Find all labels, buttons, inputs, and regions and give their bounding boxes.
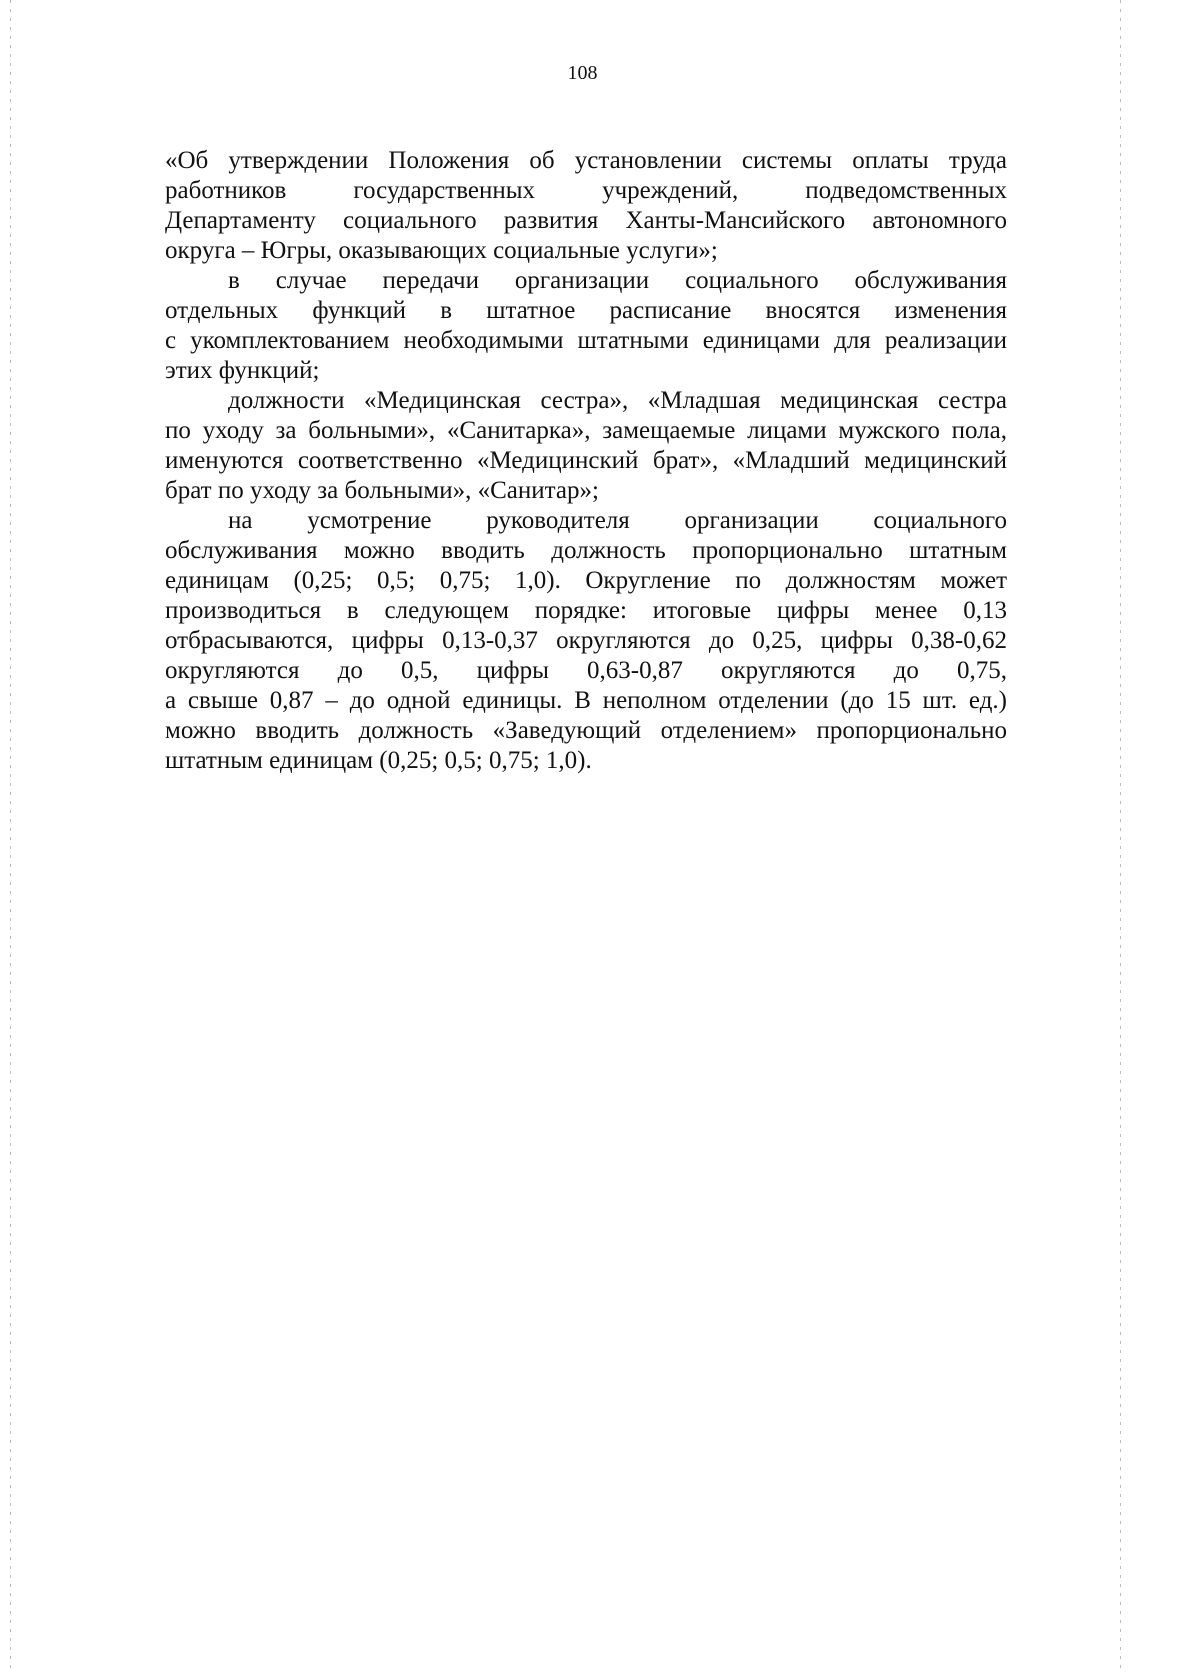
text-line: именуются соответственно «Медицинский брат», «Младший медицинский (165, 447, 1007, 474)
text-line: «Об утверждении Положения об установлении системы оплаты труда (165, 147, 1007, 174)
text-line: а свыше 0,87 – до одной единицы. В неполном отделении (до 15 шт. ед.) (165, 687, 1007, 714)
text-line: Департаменту социального развития Ханты-Мансийского автономного (165, 207, 1007, 234)
text-line: единицам (0,25; 0,5; 0,75; 1,0). Округление по должностям может (165, 567, 1007, 594)
text-line: в случае передачи организации социального обслуживания (228, 267, 1007, 294)
scan-edge-right (1120, 0, 1121, 1674)
paragraph (165, 266, 1007, 386)
text-line: брат по уходу за больными», «Санитар»; (165, 477, 599, 504)
text-line: работников государственных учреждений, подведомственных (165, 177, 1007, 204)
text-line: обслуживания можно вводить должность пропорционально штатным (165, 537, 1007, 564)
text-line: этих функций; (165, 357, 320, 384)
page-number: 108 (567, 62, 598, 84)
text-line: отбрасываются, цифры 0,13-0,37 округляются до 0,25, цифры 0,38-0,62 (165, 627, 1007, 654)
text-line: отдельных функций в штатное расписание вносятся изменения (165, 297, 1007, 324)
text-line: на усмотрение руководителя организации социального (228, 507, 1007, 534)
document-body (165, 146, 1007, 776)
text-line: с укомплектованием необходимыми штатными единицами для реализации (165, 327, 1007, 354)
text-line: должности «Медицинская сестра», «Младшая медицинская сестра (228, 387, 1007, 414)
paragraph (165, 146, 1007, 266)
text-line: производиться в следующем порядке: итоговые цифры менее 0,13 (165, 597, 1007, 624)
scan-edge-left (10, 0, 11, 1674)
text-line: можно вводить должность «Заведующий отделением» пропорционально (165, 717, 1007, 744)
paragraph (165, 386, 1007, 506)
text-line: штатным единицам (0,25; 0,5; 0,75; 1,0). (165, 747, 592, 774)
text-line: округляются до 0,5, цифры 0,63-0,87 округляются до 0,75, (165, 657, 1007, 684)
paragraph (165, 506, 1007, 776)
text-line: по уходу за больными», «Санитарка», замещаемые лицами мужского пола, (165, 417, 1007, 444)
text-line: округа – Югры, оказывающих социальные услуги»; (165, 237, 718, 264)
